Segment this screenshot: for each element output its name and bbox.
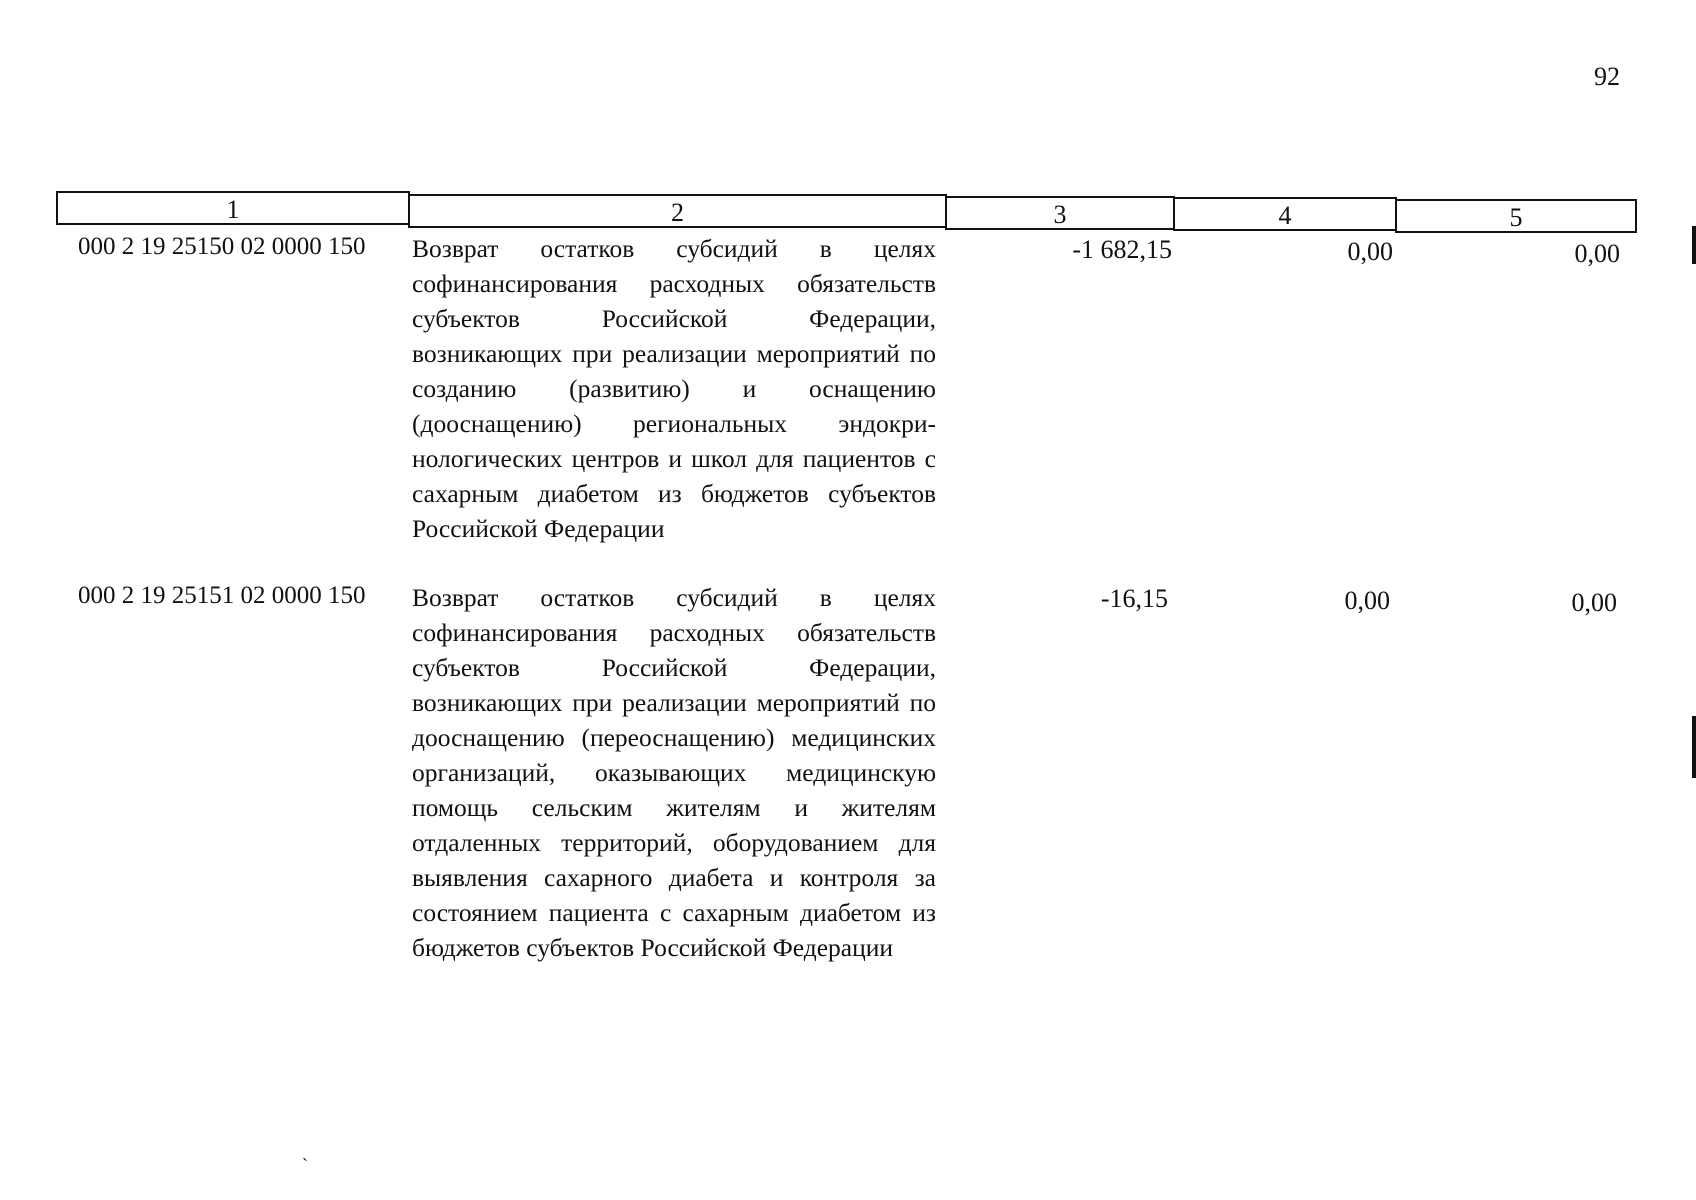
table-row-col4: 0,00 bbox=[1347, 237, 1393, 266]
header-cell-2: 2 bbox=[408, 194, 947, 228]
table-row-col5: 0,00 bbox=[1574, 239, 1620, 268]
table-row-col3: -16,15 bbox=[1100, 584, 1168, 613]
page-number: 92 bbox=[1594, 62, 1620, 91]
scan-speck: ` bbox=[302, 1155, 308, 1175]
table-row-code: 000 2 19 25150 02 0000 150 bbox=[78, 233, 366, 260]
table-row-col4: 0,00 bbox=[1344, 586, 1390, 615]
header-cell-5: 5 bbox=[1395, 199, 1637, 233]
header-cell-1: 1 bbox=[56, 191, 410, 225]
scan-edge-mark bbox=[1692, 226, 1696, 264]
table-row-col5: 0,00 bbox=[1571, 588, 1617, 617]
header-cell-4: 4 bbox=[1173, 197, 1397, 231]
table-row-description: Возврат остатков субсидий в целях софинансирования расходных обязательств субъектов Российской Федерации, возникающих при реализации мероприятий по дооснащению (переоснащению) медицинских организаций, оказывающих медицинскую помощь сельским жителям и жителям отдаленных территорий, оборудованием для выявления сахарного диабета и контроля за состоянием пациента с сахарным диабетом из бюджетов субъектов Российской Федерации bbox=[412, 583, 936, 962]
table-row-col3: -1 682,15 bbox=[1072, 235, 1172, 264]
scan-edge-mark bbox=[1692, 716, 1696, 778]
header-cell-3: 3 bbox=[945, 196, 1175, 230]
table-row-code: 000 2 19 25151 02 0000 150 bbox=[78, 582, 366, 609]
table-row-description: Возврат остатков субсидий в целях софинансирования расходных обязательств субъектов Российской Федерации, возникающих при реализации мероприятий по созданию (развитию) и оснащению (дооснащению) региональных эндокринологических центров и школ для пациентов с сахарным диабетом из бюджетов субъектов Российской Федерации bbox=[412, 234, 936, 543]
